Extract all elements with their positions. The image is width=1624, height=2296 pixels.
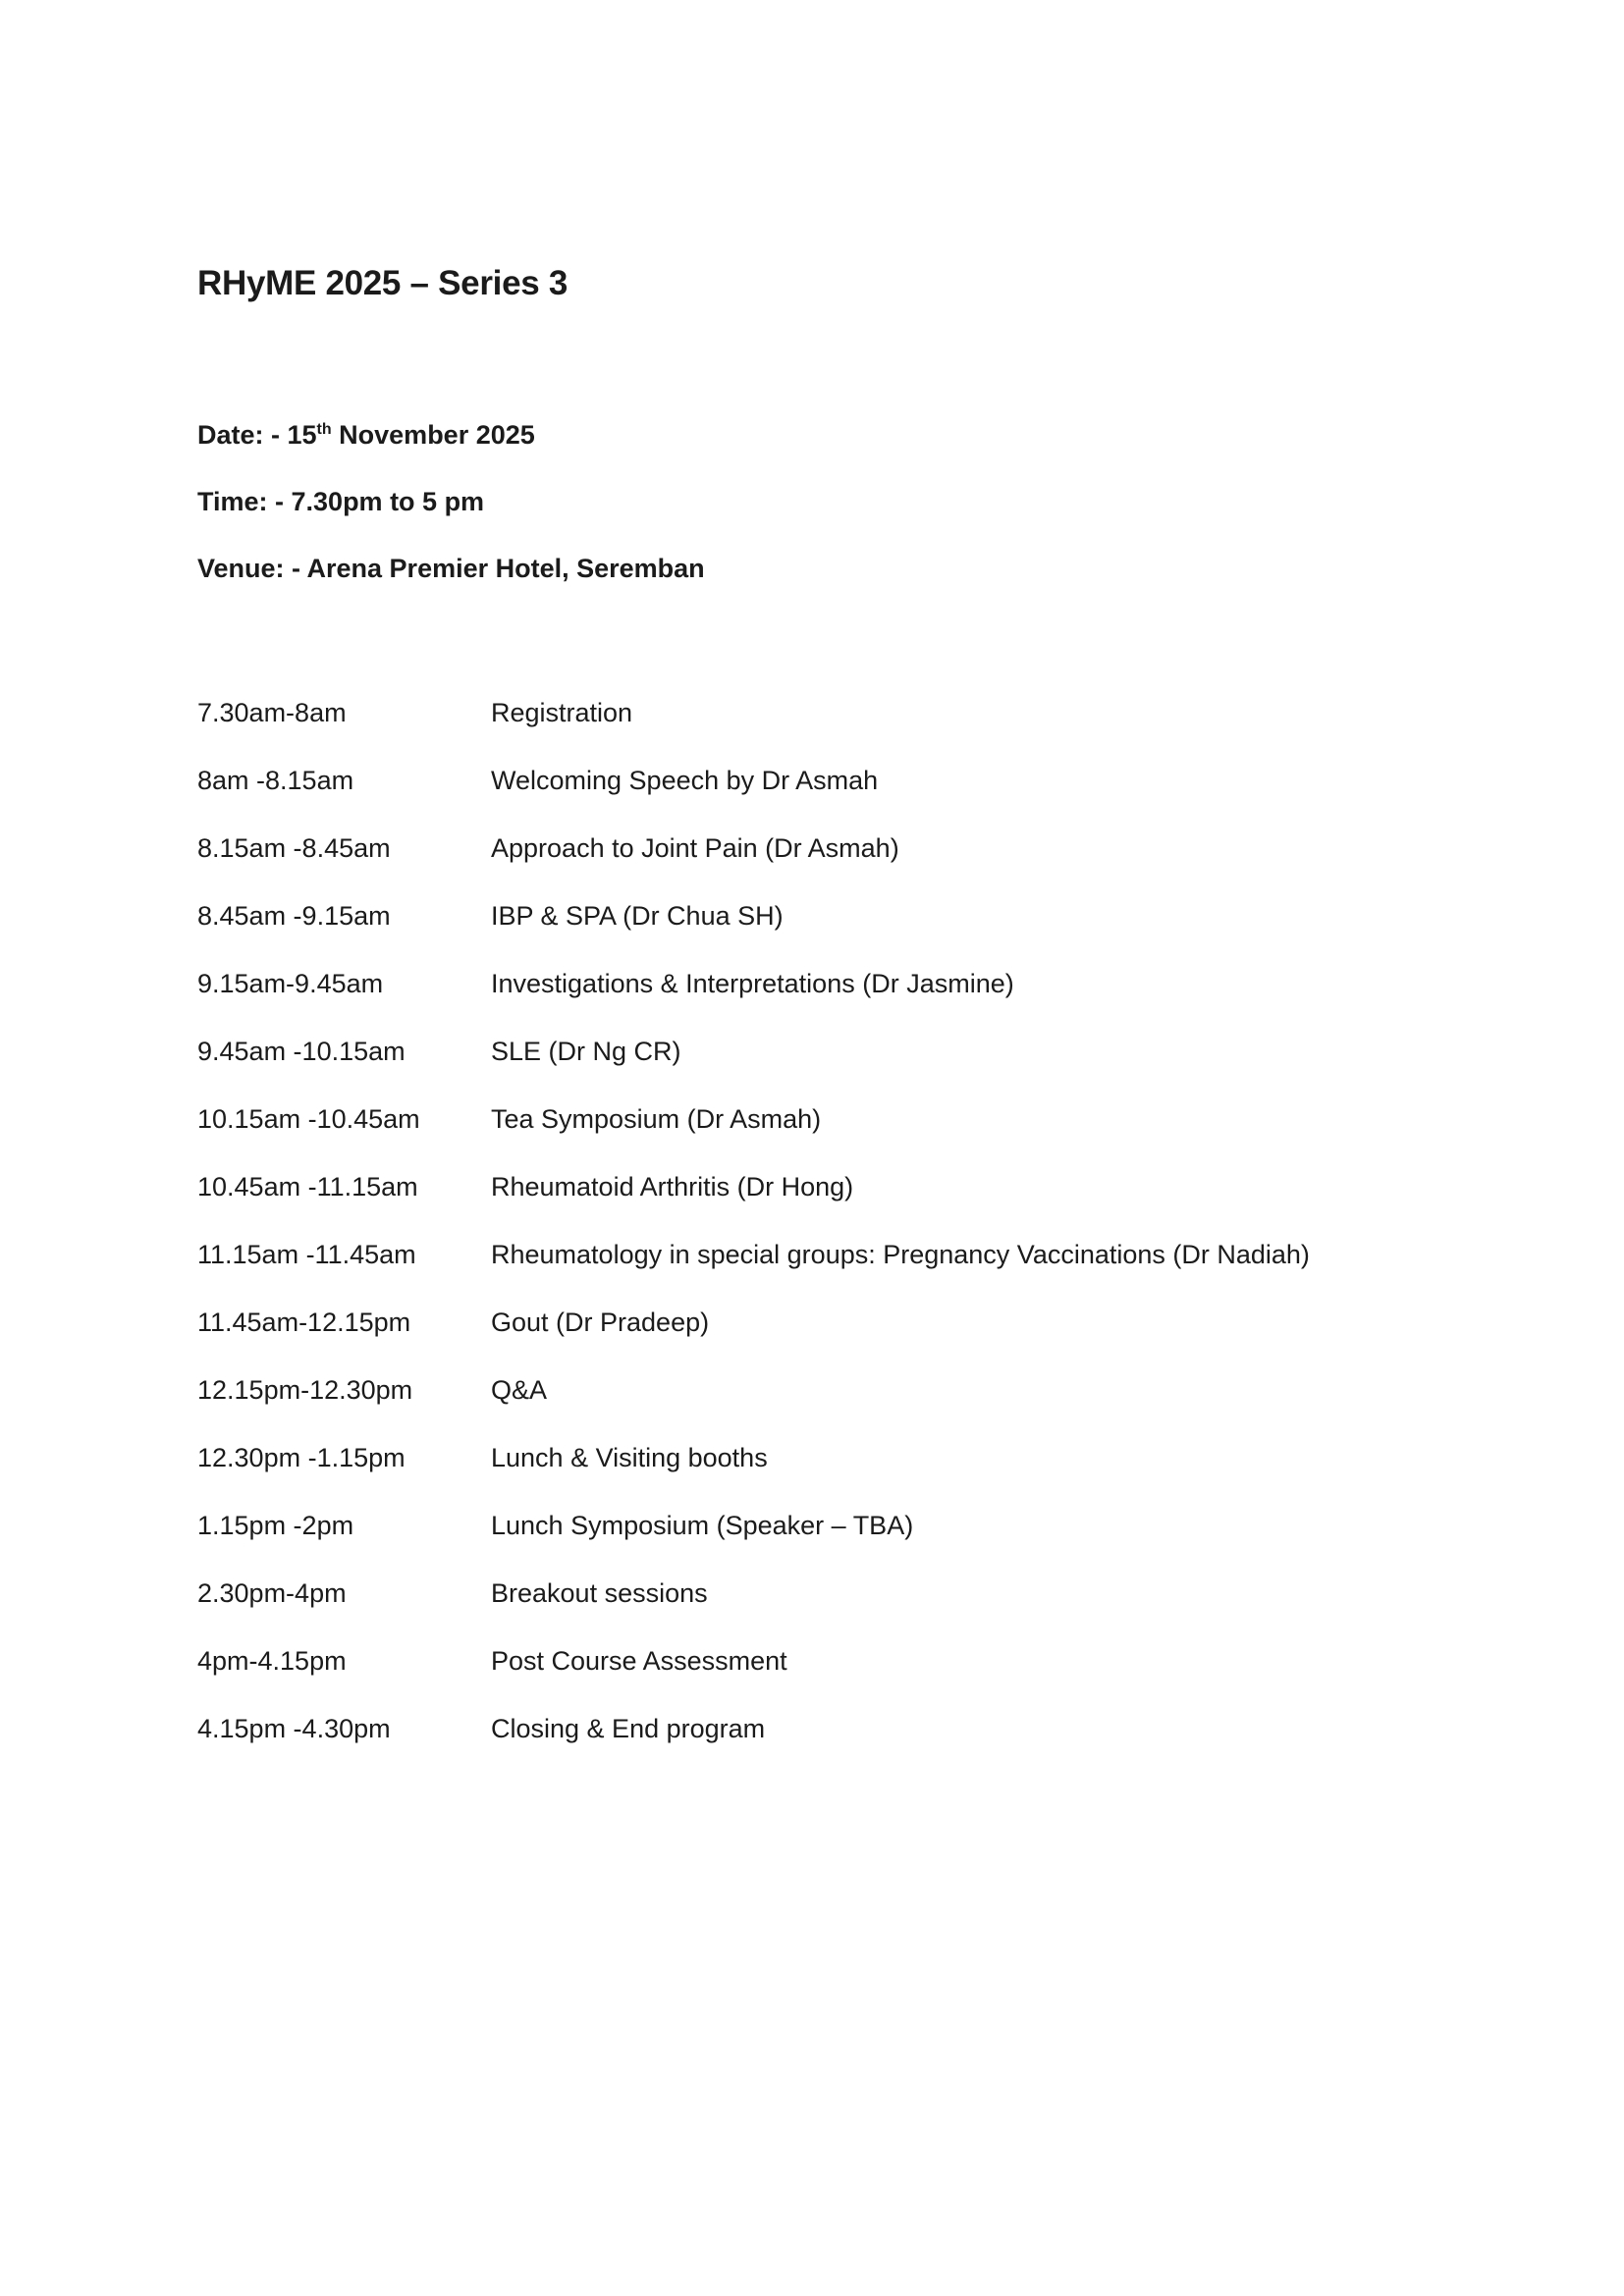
schedule-time: 10.15am -10.45am — [197, 1104, 420, 1134]
schedule-row — [197, 1374, 1493, 1407]
date-prefix: Date: - 15 — [197, 420, 317, 450]
schedule-time: 11.45am-12.15pm — [197, 1308, 411, 1337]
schedule-time: 4pm-4.15pm — [197, 1646, 347, 1676]
schedule-row — [197, 968, 1493, 1000]
venue-line: Venue: - Arena Premier Hotel, Seremban — [197, 554, 705, 583]
schedule-row — [197, 832, 1493, 865]
schedule-activity: Gout (Dr Pradeep) — [491, 1308, 710, 1337]
date-suffix: November 2025 — [331, 420, 535, 450]
schedule-time: 8am -8.15am — [197, 766, 354, 795]
date-ordinal-suffix: th — [316, 421, 332, 438]
schedule-activity: Rheumatoid Arthritis (Dr Hong) — [491, 1172, 854, 1201]
schedule-time: 10.45am -11.15am — [197, 1172, 418, 1201]
schedule-time: 1.15pm -2pm — [197, 1511, 354, 1540]
schedule-row — [197, 1442, 1493, 1474]
schedule-time: 12.15pm-12.30pm — [197, 1375, 413, 1405]
schedule-activity: Welcoming Speech by Dr Asmah — [491, 766, 879, 795]
schedule-time: 9.15am-9.45am — [197, 969, 384, 998]
schedule-time: 12.30pm -1.15pm — [197, 1443, 406, 1472]
schedule-row — [197, 1510, 1493, 1542]
schedule-row — [197, 1577, 1493, 1610]
schedule-row — [197, 1036, 1493, 1068]
schedule-activity: Post Course Assessment — [491, 1646, 787, 1676]
schedule-row — [197, 1103, 1493, 1136]
schedule-row — [197, 1645, 1493, 1678]
schedule-row — [197, 1713, 1493, 1745]
schedule-time: 7.30am-8am — [197, 698, 347, 727]
schedule-row — [197, 1239, 1493, 1271]
date-line — [197, 419, 1493, 452]
schedule-activity: Investigations & Interpretations (Dr Jasmine) — [491, 969, 1014, 998]
schedule-activity: Registration — [491, 698, 633, 727]
schedule-activity: IBP & SPA (Dr Chua SH) — [491, 901, 784, 931]
schedule-activity: SLE (Dr Ng CR) — [491, 1037, 681, 1066]
document-content — [197, 263, 1493, 1781]
schedule-activity: Lunch Symposium (Speaker – TBA) — [491, 1511, 914, 1540]
schedule-row — [197, 1307, 1493, 1339]
time-line: Time: - 7.30pm to 5 pm — [197, 487, 485, 516]
schedule-activity: Closing & End program — [491, 1714, 766, 1743]
schedule-activity: Approach to Joint Pain (Dr Asmah) — [491, 833, 899, 863]
schedule-activity: Lunch & Visiting booths — [491, 1443, 768, 1472]
schedule-time: 4.15pm -4.30pm — [197, 1714, 391, 1743]
schedule-table — [197, 697, 1493, 1745]
schedule-time: 8.15am -8.45am — [197, 833, 391, 863]
schedule-activity: Tea Symposium (Dr Asmah) — [491, 1104, 822, 1134]
schedule-activity: Rheumatology in special groups: Pregnancy Vaccinations (Dr Nadiah) — [491, 1240, 1310, 1269]
schedule-row — [197, 1171, 1493, 1203]
schedule-row — [197, 697, 1493, 729]
document-title: RHyME 2025 – Series 3 — [197, 264, 568, 302]
schedule-row — [197, 765, 1493, 797]
schedule-time: 9.45am -10.15am — [197, 1037, 406, 1066]
schedule-time: 11.15am -11.45am — [197, 1240, 416, 1269]
schedule-row — [197, 900, 1493, 933]
schedule-activity: Q&A — [491, 1375, 548, 1405]
schedule-time: 8.45am -9.15am — [197, 901, 391, 931]
event-details — [197, 419, 1493, 585]
schedule-activity: Breakout sessions — [491, 1578, 708, 1608]
schedule-time: 2.30pm-4pm — [197, 1578, 347, 1608]
